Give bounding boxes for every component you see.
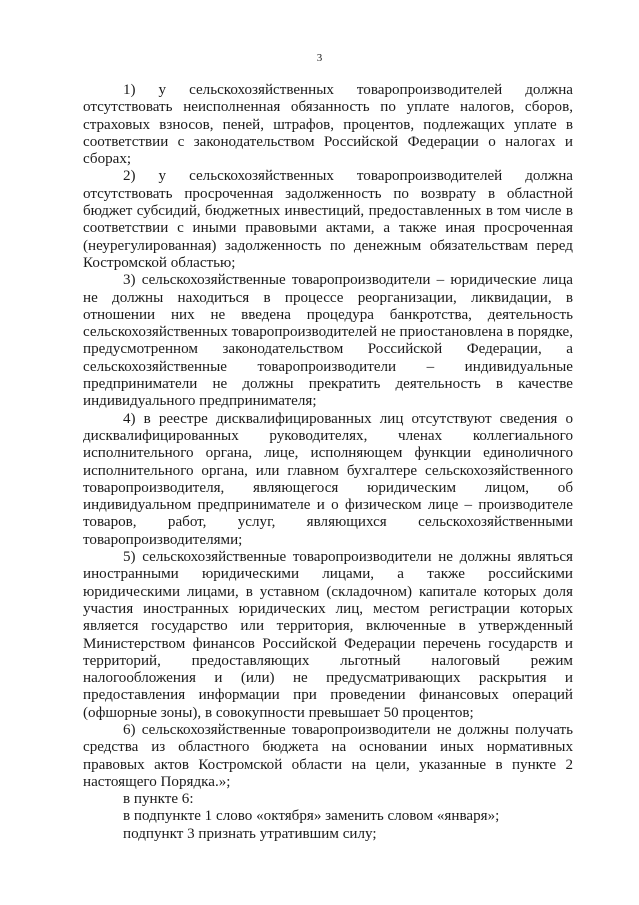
paragraph-item-2: 2) у сельскохозяйственных товаропроизводителей должна отсутствовать просроченная задолженность по возврату в областной бюджет субсидий, бюджетных инвестиций, предоставленных в том числе в соответствии с иными правовыми актами, а также иная просроченная (неурегулированная) задолженность по денежным обязательствам перед Костромской областью; [83, 168, 573, 271]
document-body [83, 82, 573, 843]
paragraph-item-6: 6) сельскохозяйственные товаропроизводители не должны получать средства из областного бюджета на основании иных нормативных правовых актов Костромской области на цели, указанные в пункте 2 настоящего Порядка.»; [83, 721, 573, 790]
paragraph-item-3: 3) сельскохозяйственные товаропроизводители – юридические лица не должны находиться в процессе реорганизации, ликвидации, в отношении них не введена процедура банкротства, деятельность сельскохозяйственных товаропроизводителей не приостановлена в порядке, предусмотренном законодательством Российской Федерации, а сельскохозяйственные товаропроизводители – индивидуальные предприниматели не должны прекратить деятельность в качестве индивидуального предпринимателя; [83, 272, 573, 410]
amendment-subpoint-1: в подпункте 1 слово «октября» заменить словом «января»; [123, 808, 500, 825]
paragraph-item-5: 5) сельскохозяйственные товаропроизводители не должны являться иностранными юридическими лицами, а также российскими юридическими лицами, в уставном (складочном) капитале которых доля участия иностранных юридических лиц, местом регистрации которых является государство или территория, включенные в утвержденный Министерством финансов Российской Федерации перечень государств и территорий, предоставляющих льготный налоговый режим налогообложения и (или) не предусматривающих раскрытия и предоставления информации при проведении финансовых операций (офшорные зоны), в совокупности превышает 50 процентов; [83, 549, 573, 721]
paragraph-item-4: 4) в реестре дисквалифицированных лиц отсутствуют сведения о дисквалифицированных руководителях, членах коллегиального исполнительного органа, лице, исполняющем функции единоличного исполнительного органа, или главном бухгалтере сельскохозяйственного товаропроизводителя, являющегося юридическим лицом, об индивидуальном предпринимателе и о физическом лице – производителе товаров, работ, услуг, являющихся сельскохозяйственными товаропроизводителями; [83, 410, 573, 548]
amendment-subpoint-3: подпункт 3 признать утратившим силу; [123, 825, 377, 842]
amendment-heading-point-6: в пункте 6: [123, 791, 194, 808]
page-number: 3 [316, 52, 323, 64]
paragraph-item-1: 1) у сельскохозяйственных товаропроизводителей должна отсутствовать неисполненная обязанность по уплате налогов, сборов, страховых взносов, пеней, штрафов, процентов, подлежащих уплате в соответствии с законодательством Российской Федерации о налогах и сборах; [83, 82, 573, 168]
